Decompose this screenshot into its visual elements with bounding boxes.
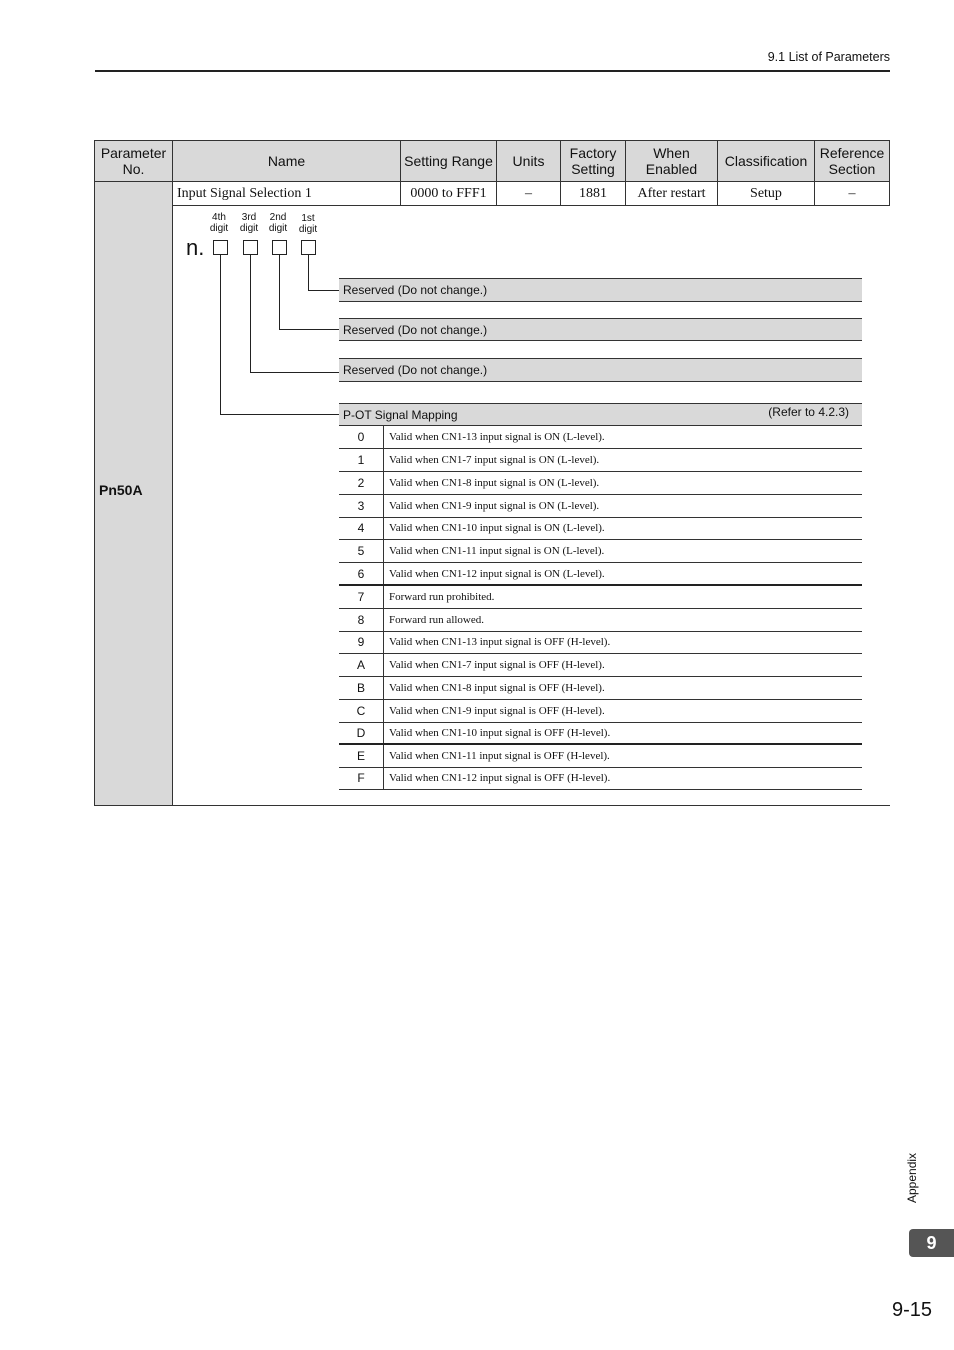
option-code: 4: [339, 517, 384, 539]
col-header-factory-setting: Factory Setting: [560, 140, 626, 182]
option-code: 9: [339, 631, 384, 653]
mapping-title: P-OT Signal Mapping: [343, 407, 458, 422]
option-code: 7: [339, 586, 384, 608]
connector-3rd: [250, 255, 251, 372]
connector-2nd: [279, 255, 280, 329]
option-desc: Valid when CN1-9 input signal is ON (L-level).: [389, 500, 600, 512]
col-header-classification: Classification: [717, 140, 815, 182]
option-desc: Valid when CN1-7 input signal is ON (L-level).: [389, 454, 600, 466]
option-desc: Valid when CN1-10 input signal is OFF (H-level).: [389, 726, 611, 739]
factory-setting-cell: 1881: [560, 181, 626, 206]
option-desc: Valid when CN1-11 input signal is OFF (H-level).: [389, 750, 610, 762]
table-bottom-rule: [172, 805, 890, 806]
option-row: [339, 677, 862, 700]
classification-cell: Setup: [717, 181, 815, 206]
option-row: [339, 426, 862, 449]
page-number: 9-15: [891, 1299, 932, 1321]
connector-4th: [220, 255, 221, 414]
option-row: [339, 767, 862, 790]
option-desc: Valid when CN1-9 input signal is OFF (H-level).: [389, 705, 605, 717]
option-code: C: [339, 700, 384, 722]
option-desc: Valid when CN1-10 input signal is ON (L-level).: [389, 522, 605, 534]
option-row: [339, 745, 862, 768]
digit-label-3rd: 3rd digit: [239, 212, 259, 234]
option-code: E: [339, 745, 384, 767]
option-code: 1: [339, 449, 384, 471]
digit-box-4th: [213, 240, 228, 255]
option-desc: Valid when CN1-8 input signal is OFF (H-level).: [389, 682, 605, 694]
option-row: [339, 540, 862, 563]
option-row: [339, 631, 862, 654]
reserved-bar-2nd: Reserved (Do not change.): [339, 318, 862, 341]
digit-box-1st: [301, 240, 316, 255]
digit-label-2nd: 2nd digit: [268, 212, 288, 234]
param-no-cell: [94, 181, 173, 806]
option-code: 3: [339, 495, 384, 517]
option-code: 5: [339, 540, 384, 562]
setting-range-cell: 0000 to FFF1: [400, 181, 497, 206]
units-cell: –: [496, 181, 561, 206]
when-enabled-cell: After restart: [625, 181, 718, 206]
connector-1st: [308, 255, 309, 290]
option-desc: Valid when CN1-11 input signal is ON (L-level).: [389, 545, 605, 557]
col-header-units: Units: [496, 140, 561, 182]
chapter-tab: 9: [909, 1229, 954, 1257]
option-code: F: [339, 767, 384, 789]
option-desc: Valid when CN1-7 input signal is OFF (H-level).: [389, 659, 605, 671]
mapping-reference: (Refer to 4.2.3): [768, 405, 849, 419]
option-code: 2: [339, 472, 384, 494]
col-header-param-no: Parameter No.: [94, 140, 173, 182]
option-code: 8: [339, 609, 384, 631]
col-header-when-enabled: When Enabled: [625, 140, 718, 182]
option-code: 6: [339, 563, 384, 584]
col-header-reference-section: Reference Section: [814, 140, 890, 182]
option-desc: Valid when CN1-12 input signal is ON (L-level).: [389, 567, 605, 580]
option-row: [339, 586, 862, 609]
running-header: 9.1 List of Parameters: [767, 50, 890, 64]
col-header-setting-range: Setting Range: [400, 140, 497, 182]
option-code: A: [339, 654, 384, 676]
digit-label-1st: 1st digit: [298, 213, 318, 235]
reference-section-cell: –: [814, 181, 890, 206]
reserved-bar-3rd: Reserved (Do not change.): [339, 358, 862, 382]
digit-box-2nd: [272, 240, 287, 255]
option-code: B: [339, 677, 384, 699]
header-rule: [95, 70, 890, 72]
option-desc: Forward run allowed.: [389, 614, 485, 626]
option-row: [339, 472, 862, 495]
col-header-name: Name: [172, 140, 401, 182]
digit-label-4th: 4th digit: [209, 212, 229, 234]
param-no-value: Pn50A: [99, 482, 143, 498]
option-row: [339, 722, 862, 745]
option-desc: Forward run prohibited.: [389, 591, 495, 603]
digit-prefix: n.: [186, 235, 205, 260]
digit-box-3rd: [243, 240, 258, 255]
option-row: [339, 563, 862, 586]
mapping-title-bar: [339, 403, 862, 426]
name-cell: Input Signal Selection 1: [172, 181, 401, 206]
option-desc: Valid when CN1-13 input signal is ON (L-level).: [389, 431, 605, 443]
option-code: D: [339, 722, 384, 743]
option-desc: Valid when CN1-8 input signal is ON (L-level).: [389, 477, 600, 489]
option-row: [339, 609, 862, 632]
reserved-bar-1st: Reserved (Do not change.): [339, 278, 862, 302]
option-row: [339, 654, 862, 677]
option-code: 0: [339, 426, 384, 448]
option-row: [339, 449, 862, 472]
appendix-side-label: Appendix: [905, 1152, 919, 1204]
option-row: [339, 517, 862, 540]
option-row: [339, 700, 862, 723]
option-desc: Valid when CN1-13 input signal is OFF (H-level).: [389, 636, 611, 648]
option-desc: Valid when CN1-12 input signal is OFF (H-level).: [389, 772, 611, 784]
option-row: [339, 495, 862, 518]
